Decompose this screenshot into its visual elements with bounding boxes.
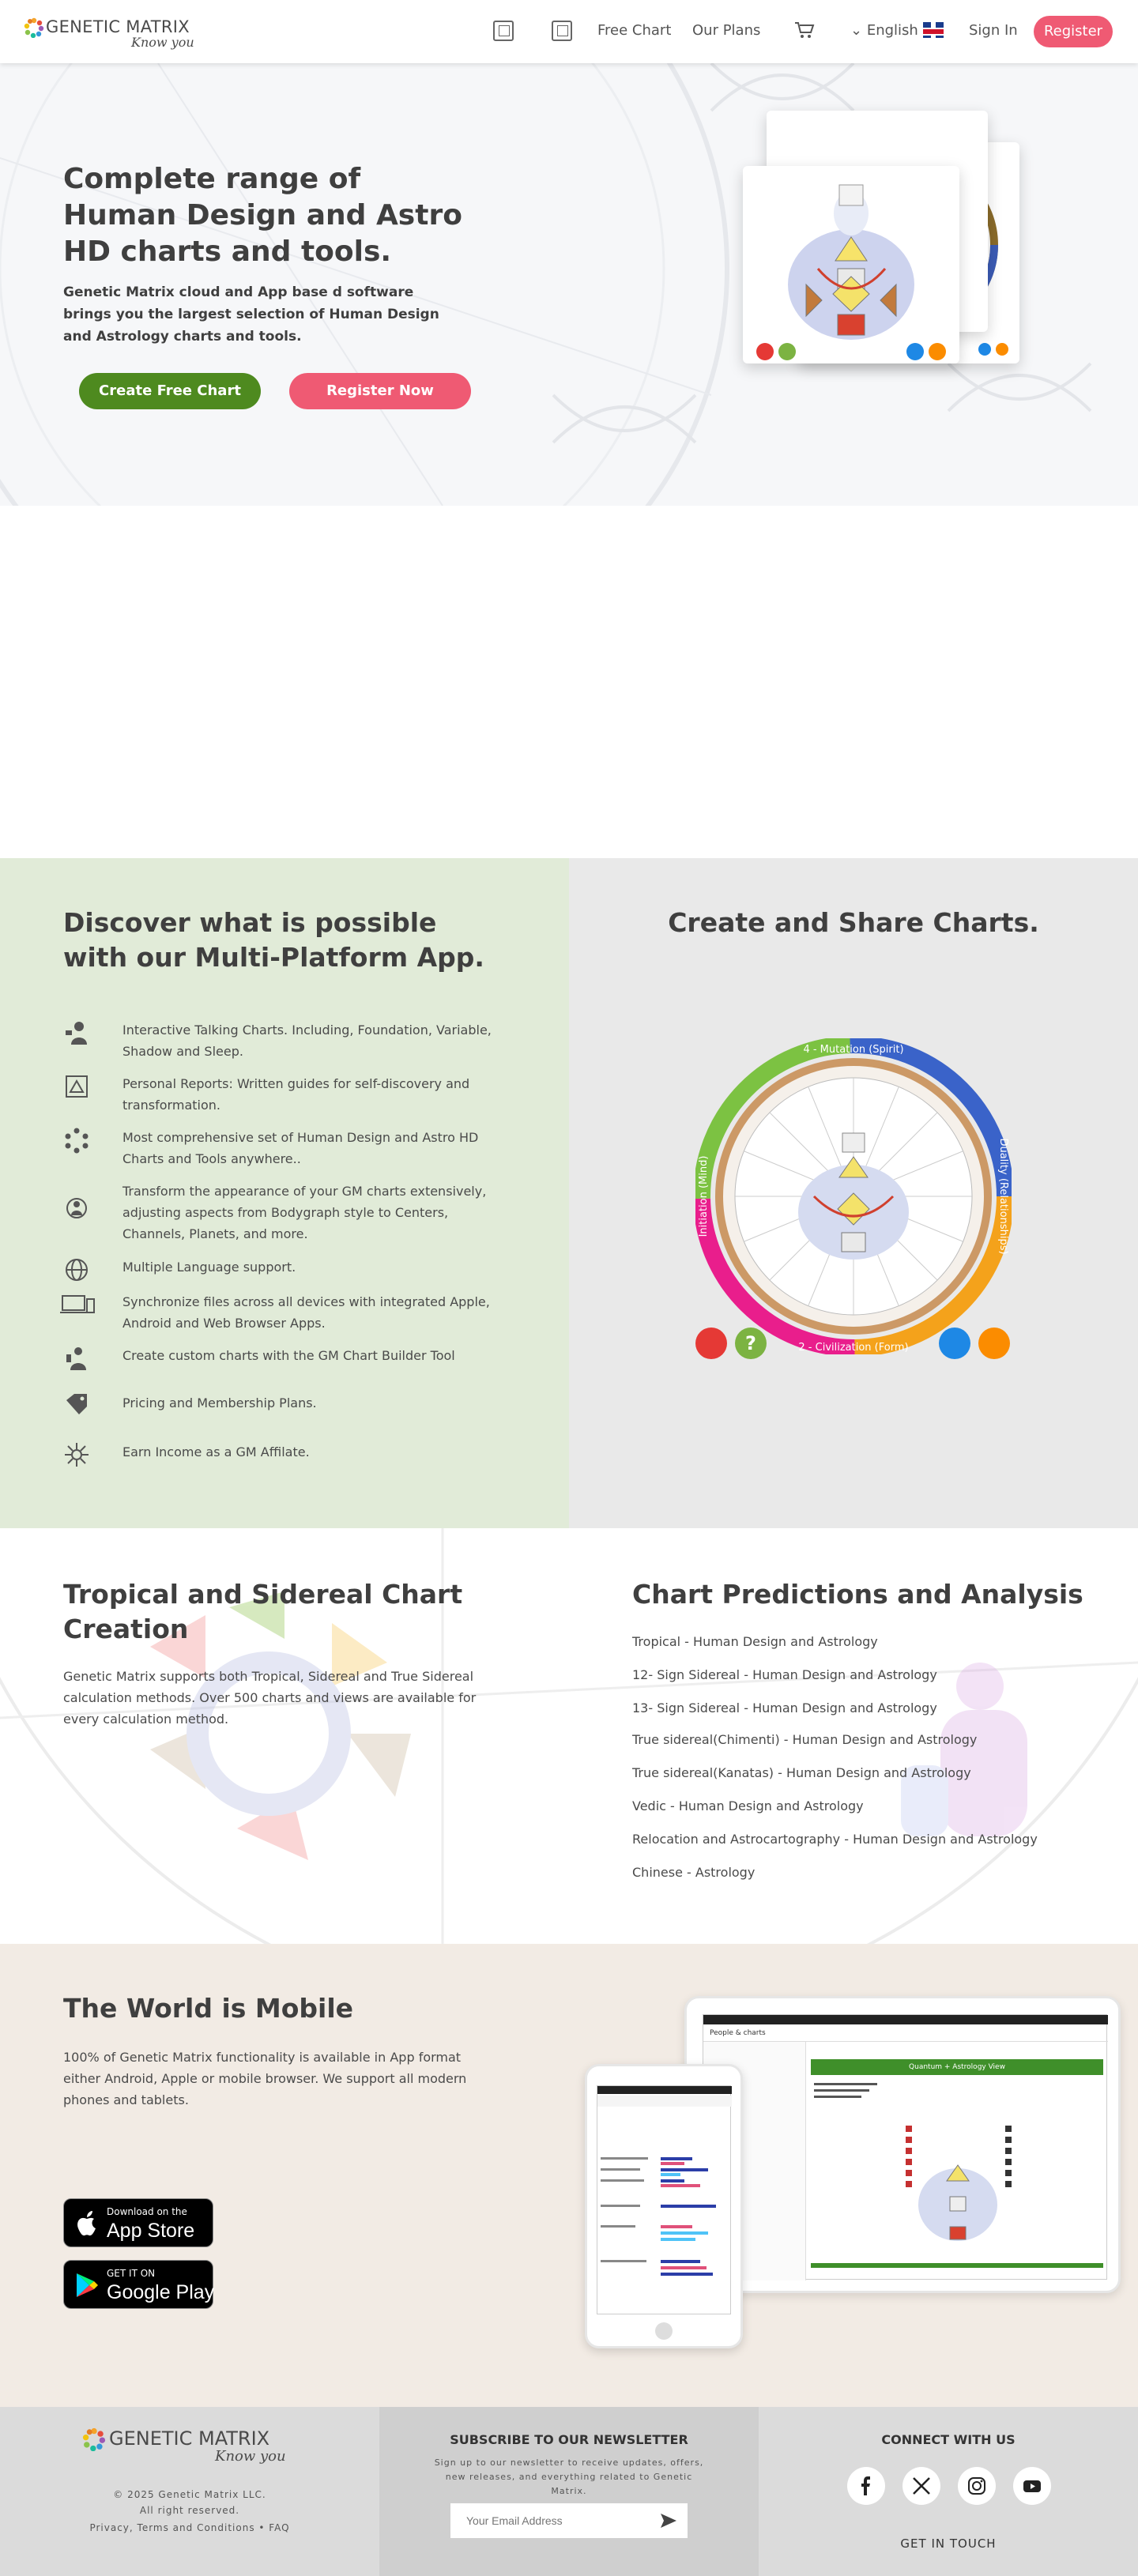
- feature-text: Multiple Language support.: [122, 1260, 296, 1275]
- google-play-small-text: GET IT ON: [107, 2268, 156, 2279]
- phone-report-content: [597, 2086, 732, 2315]
- site-footer: [0, 2407, 1138, 2576]
- youtube-link[interactable]: [1013, 2467, 1051, 2505]
- register-now-button[interactable]: Register Now: [289, 373, 471, 409]
- instagram-link[interactable]: [958, 2467, 996, 2505]
- help-icon[interactable]: ?: [735, 1328, 767, 1359]
- mobile-description: 100% of Genetic Matrix functionality is available in App format either Android, Apple or mobile browser. We support all modern phones and tablets.: [63, 2050, 467, 2107]
- tropical-title: Tropical and Sidereal Chart Creation: [63, 1579, 463, 1644]
- newsletter-panel: [379, 2407, 759, 2576]
- chart-set-icon: [63, 1127, 90, 1154]
- share-section: [569, 858, 1138, 1528]
- footer-logo[interactable]: [82, 2423, 303, 2470]
- wheel-label-top: 4 - Mutation (Spirit): [803, 1044, 904, 1056]
- prediction-item[interactable]: 13- Sign Sidereal - Human Design and Astrology: [632, 1700, 937, 1715]
- create-free-chart-button[interactable]: Create Free Chart: [79, 373, 261, 409]
- phone-screen: [597, 2085, 731, 2314]
- footer-logo-text: GENETIC MATRIX: [109, 2427, 270, 2450]
- image-export-icon[interactable]: [978, 1328, 1010, 1359]
- predictions-title: Chart Predictions and Analysis: [632, 1579, 1083, 1610]
- feature-text: Create custom charts with the GM Chart Builder Tool: [122, 1348, 455, 1363]
- prediction-item[interactable]: Vedic - Human Design and Astrology: [632, 1798, 864, 1813]
- google-play-big-text: Google Play: [107, 2281, 215, 2303]
- hero-description: Genetic Matrix cloud and App base d software brings you the largest selection of Human Design and Astrology charts and tools.: [63, 284, 439, 345]
- tablet-mockup: [684, 1996, 1121, 2293]
- footer-logo-tagline: Know you: [215, 2448, 286, 2465]
- google-play-button[interactable]: [63, 2260, 213, 2309]
- facebook-link[interactable]: [847, 2467, 885, 2505]
- apple-icon: [75, 2210, 99, 2237]
- language-selector[interactable]: [850, 22, 918, 39]
- feature-item: [63, 1291, 506, 1334]
- prediction-item[interactable]: Tropical - Human Design and Astrology: [632, 1634, 878, 1649]
- hero-title: Complete range of Human Design and Astro HD charts and tools.: [63, 163, 462, 268]
- send-icon[interactable]: [661, 2514, 676, 2528]
- affiliate-icon: [63, 1441, 90, 1468]
- report-icon: [63, 1073, 90, 1100]
- chart-type-a-icon[interactable]: [493, 21, 514, 41]
- x-twitter-link[interactable]: [902, 2467, 940, 2505]
- tablet-tab-bar: [703, 2026, 1108, 2042]
- hero-section: [0, 63, 1138, 506]
- site-logo[interactable]: [24, 14, 205, 52]
- wheel-label-left: Initiation (Mind): [698, 1155, 710, 1237]
- tropical-description: Genetic Matrix supports both Tropical, Sidereal and True Sidereal calculation methods. Over 500 charts and views are available for every calculation method.: [63, 1669, 477, 1727]
- tablet-chart-content: [811, 2078, 1103, 2276]
- feature-item: [63, 1127, 506, 1169]
- price-tag-icon: [63, 1392, 90, 1419]
- newsletter-title: SUBSCRIBE TO OUR NEWSLETTER: [450, 2432, 688, 2447]
- feature-item: [63, 1392, 506, 1419]
- prediction-item[interactable]: Chinese - Astrology: [632, 1865, 756, 1880]
- feature-text: Transform the appearance of your GM charts extensively, adjusting aspects from Bodygraph style to Centers, Channels, Planets, and more.: [122, 1184, 487, 1241]
- app-store-big-text: App Store: [107, 2220, 195, 2242]
- nav-sign-in[interactable]: Sign In: [969, 22, 1018, 39]
- prediction-item[interactable]: Relocation and Astrocartography - Human Design and Astrology: [632, 1832, 1038, 1847]
- youtube-icon: [1023, 2476, 1042, 2495]
- wheel-label-right: Duality (Relationships): [997, 1138, 1009, 1255]
- rights-text: All right reserved.: [139, 2505, 240, 2516]
- globe-icon: [63, 1256, 90, 1283]
- tablet-view-header: Quantum + Astrology View: [811, 2059, 1103, 2075]
- site-header: [0, 0, 1138, 63]
- discover-section: [0, 858, 569, 1528]
- logo-dots-icon: [82, 2427, 106, 2451]
- mobile-title: The World is Mobile: [63, 1993, 354, 2024]
- tablet-status-bar: [703, 2015, 1108, 2024]
- feature-text: Pricing and Membership Plans.: [122, 1395, 317, 1410]
- facebook-icon: [857, 2476, 876, 2495]
- feature-text: Personal Reports: Written guides for self-discovery and transformation.: [122, 1076, 470, 1113]
- uk-flag-icon: [923, 22, 944, 38]
- newsletter-description: Sign up to our newsletter to receive updates, offers, new releases, and everything related to Genetic Matrix.: [434, 2457, 704, 2496]
- phone-mockup: [585, 2064, 743, 2348]
- app-store-small-text: Download on the: [107, 2206, 187, 2217]
- prediction-item[interactable]: 12- Sign Sidereal - Human Design and Astrology: [632, 1667, 937, 1682]
- bodygraph-illustration: [743, 166, 959, 363]
- newsletter-form: [450, 2503, 688, 2538]
- chart-builder-icon: [63, 1345, 90, 1372]
- astro-wheel-chart: [695, 1038, 1012, 1354]
- feature-text: Interactive Talking Charts. Including, Foundation, Variable, Shadow and Sleep.: [122, 1022, 492, 1059]
- tropical-predictions-section: [0, 1528, 1138, 1944]
- language-label: English: [866, 22, 918, 39]
- feature-item: [63, 1345, 506, 1372]
- cart-icon[interactable]: [793, 21, 816, 40]
- copyright-text: © 2025 Genetic Matrix LLC.: [113, 2489, 266, 2500]
- email-input[interactable]: [450, 2503, 648, 2538]
- feature-text: Synchronize files across all devices with integrated Apple, Android and Web Browser Apps.: [122, 1294, 490, 1331]
- logo-text: GENETIC MATRIX: [46, 17, 190, 36]
- feature-text: Earn Income as a GM Affilate.: [122, 1444, 310, 1459]
- x-twitter-icon: [912, 2476, 931, 2495]
- feature-item: [63, 1073, 506, 1116]
- nav-free-chart[interactable]: Free Chart: [597, 22, 672, 39]
- wheel-label-bottom: 2 - Civilization (Form): [798, 1342, 909, 1354]
- print-icon[interactable]: [939, 1328, 970, 1359]
- talking-person-icon: [63, 1019, 90, 1046]
- feature-item: [63, 1181, 506, 1247]
- feature-item: [63, 1019, 506, 1062]
- phone-home-button: [655, 2322, 673, 2340]
- instagram-icon: [967, 2476, 986, 2495]
- nav-our-plans[interactable]: Our Plans: [692, 22, 761, 39]
- mobile-section: [0, 1944, 1138, 2407]
- footer-links[interactable]: Privacy, Terms and Conditions • FAQ: [89, 2522, 290, 2533]
- get-in-touch-link[interactable]: GET IN TOUCH: [900, 2536, 997, 2551]
- prediction-item[interactable]: True sidereal(Kanatas) - Human Design and Astrology: [632, 1765, 971, 1780]
- app-store-button[interactable]: [63, 2198, 213, 2247]
- discover-title: Discover what is possible with our Multi-Platform App.: [63, 907, 484, 973]
- tablet-screen: [703, 2014, 1107, 2280]
- logo-dots-icon: [24, 17, 44, 38]
- feature-item: [63, 1256, 506, 1283]
- prediction-item[interactable]: True sidereal(Chimenti) - Human Design and Astrology: [632, 1732, 978, 1747]
- feature-item: [63, 1441, 506, 1468]
- customize-icon: [63, 1195, 90, 1222]
- feature-text: Most comprehensive set of Human Design and Astro HD Charts and Tools anywhere..: [122, 1130, 479, 1166]
- logo-tagline: Know you: [131, 35, 194, 50]
- chart-type-b-icon[interactable]: [552, 21, 572, 41]
- tablet-tab-people[interactable]: People & charts: [710, 2029, 766, 2037]
- register-button[interactable]: Register: [1034, 16, 1113, 47]
- share-title: Create and Share Charts.: [668, 907, 1039, 938]
- connect-title: CONNECT WITH US: [881, 2432, 1016, 2447]
- devices-icon: [60, 1291, 95, 1318]
- refresh-chart-icon[interactable]: [695, 1328, 727, 1359]
- google-play-icon: [75, 2272, 99, 2299]
- chevron-down-icon: ⌄: [850, 22, 863, 39]
- hero-bodygraph-card: [743, 166, 959, 363]
